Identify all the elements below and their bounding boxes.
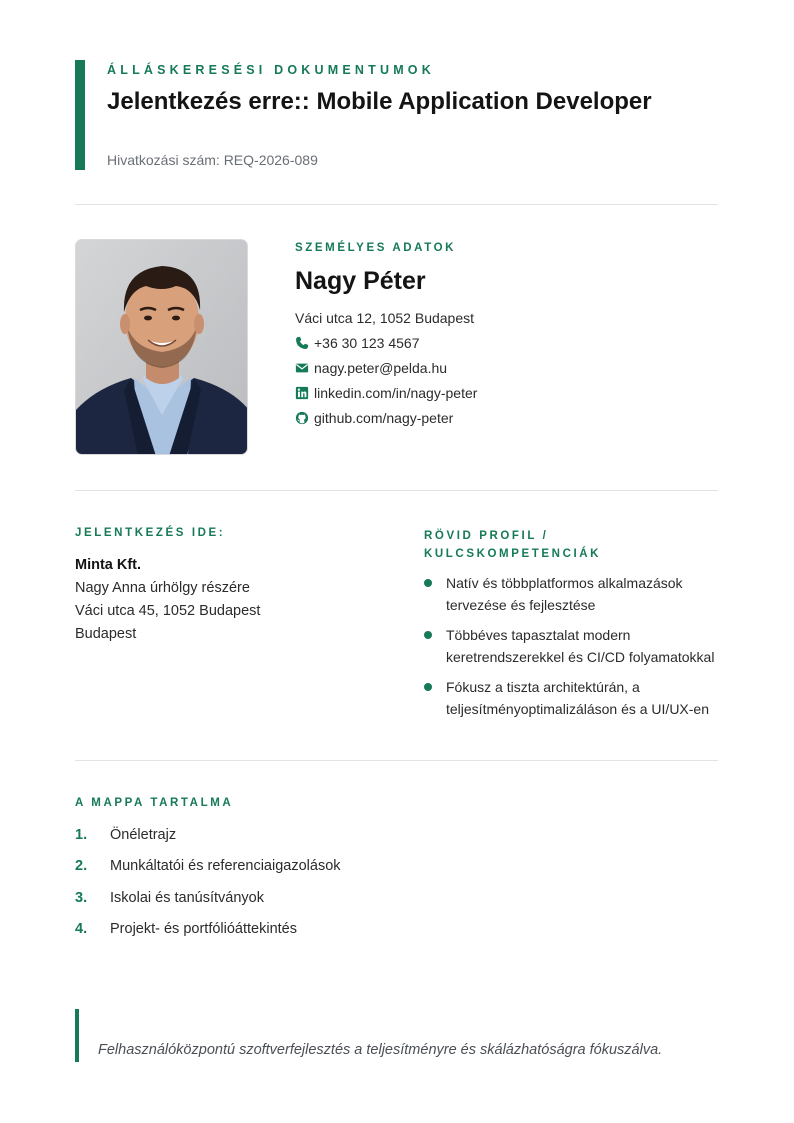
recipient-company: Minta Kft. bbox=[75, 557, 142, 573]
contact-linkedin-text: linkedin.com/in/nagy-peter bbox=[314, 385, 478, 401]
list-item-text: Önéletrajz bbox=[110, 827, 177, 843]
bullet-dot bbox=[424, 631, 432, 639]
folder-list-item bbox=[75, 858, 575, 878]
section-heading-recipient: JELENTKEZÉS IDE: bbox=[75, 527, 226, 539]
list-item-text: Projekt- és portfólióáttekintés bbox=[110, 921, 297, 937]
phone-icon bbox=[295, 336, 309, 350]
divider bbox=[75, 490, 718, 491]
document-header bbox=[75, 60, 718, 170]
list-number: 4. bbox=[75, 921, 88, 937]
folder-list-item bbox=[75, 921, 575, 941]
github-icon bbox=[295, 411, 309, 425]
list-item-text: Munkáltatói és referenciaigazolások bbox=[110, 858, 341, 874]
header-accent-bar bbox=[75, 60, 85, 170]
bullet-dot bbox=[424, 683, 432, 691]
contact-email-text: nagy.peter@pelda.hu bbox=[314, 360, 448, 376]
list-item-text: Iskolai és tanúsítványok bbox=[110, 890, 264, 906]
linkedin-icon bbox=[295, 386, 309, 400]
folder-list-item bbox=[75, 827, 575, 847]
reference-number: Hivatkozási szám: REQ-2026-089 bbox=[107, 152, 318, 168]
applicant-name: Nagy Péter bbox=[295, 267, 426, 295]
profile-photo bbox=[75, 239, 248, 455]
competency-text: Natív és többplatformos alkalmazások tervezése és fejlesztése bbox=[446, 575, 683, 613]
recipient-line: Nagy Anna úrhölgy részére bbox=[75, 580, 250, 596]
recipient-line: Budapest bbox=[75, 626, 137, 642]
competency-text: Többéves tapasztalat modern keretrendszerekkel és CI/CD folyamatokkal bbox=[446, 627, 715, 665]
section-heading-profile: RÖVID PROFIL / KULCSKOMPETENCIÁK bbox=[424, 530, 602, 560]
list-number: 1. bbox=[75, 827, 88, 843]
section-heading-folder: A MAPPA TARTALMA bbox=[75, 797, 234, 809]
contact-github-text: github.com/nagy-peter bbox=[314, 410, 454, 426]
section-heading-personal: SZEMÉLYES ADATOK bbox=[295, 242, 457, 254]
bullet-dot bbox=[424, 579, 432, 587]
quote-accent-bar bbox=[75, 1009, 79, 1062]
list-number: 2. bbox=[75, 858, 88, 874]
profile-section bbox=[424, 527, 724, 717]
divider bbox=[75, 204, 718, 205]
contact-phone-text: +36 30 123 4567 bbox=[314, 335, 420, 351]
recipient-section bbox=[75, 527, 395, 642]
envelope-icon bbox=[295, 361, 309, 375]
recipient-line: Váci utca 45, 1052 Budapest bbox=[75, 603, 261, 619]
folder-list-item bbox=[75, 890, 575, 910]
applicant-address: Váci utca 12, 1052 Budapest bbox=[295, 310, 475, 326]
competency-text: Fókusz a tiszta architektúrán, a teljesítményoptimalizáláson és a UI/UX-en bbox=[446, 679, 710, 717]
list-number: 3. bbox=[75, 890, 88, 906]
closing-quote: Felhasználóközpontú szoftverfejlesztés a teljesítményre és skálázhatóságra fókuszálva. bbox=[98, 1042, 663, 1058]
page-title: Jelentkezés erre:: Mobile Application Developer bbox=[107, 88, 652, 115]
divider bbox=[75, 760, 718, 761]
header-eyebrow: ÁLLÁSKERESÉSI DOKUMENTUMOK bbox=[107, 63, 435, 77]
